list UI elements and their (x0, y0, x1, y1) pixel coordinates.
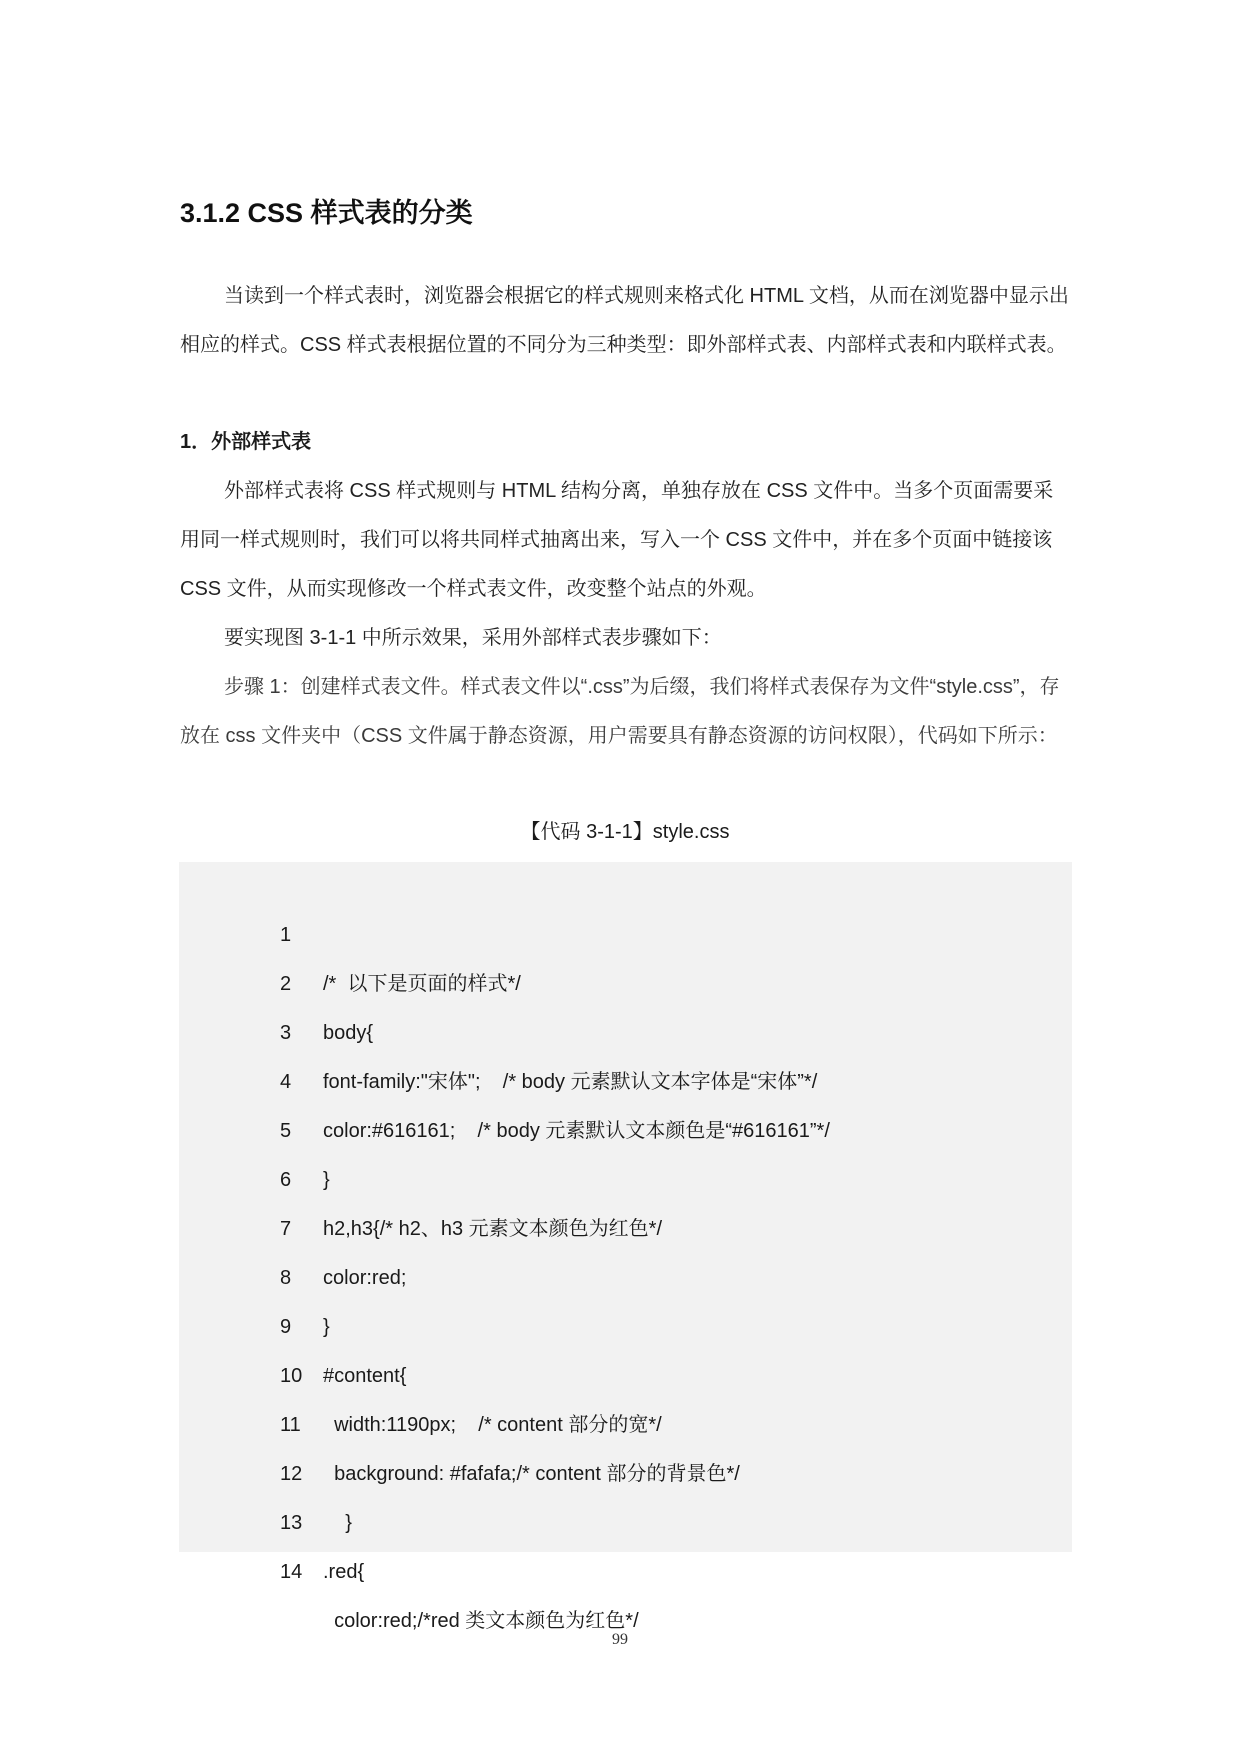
external-paragraph-block (180, 467, 1070, 614)
code-line-number: 11 (280, 1414, 301, 1436)
step-intro-block (180, 614, 1070, 663)
code-line-number: 2 (280, 973, 292, 995)
code-line-text: color:red; (323, 1267, 407, 1289)
step-intro-paragraph: 要实现图 3-1-1 中所示效果，采用外部样式表步骤如下： (224, 627, 722, 649)
external-stylesheet-heading: 1．外部样式表 (180, 431, 312, 453)
code-line-number: 8 (280, 1267, 292, 1289)
code-line-text: body{ (323, 1022, 374, 1044)
code-line-text: color:#616161; /* body 元素默认文本颜色是“#616161”*/ (323, 1120, 830, 1142)
code-line-text: background: #fafafa;/* content 部分的背景色*/ (323, 1463, 740, 1485)
code-line (179, 960, 1072, 1093)
code-line-number: 10 (280, 1365, 303, 1387)
code-line-number: 7 (280, 1218, 292, 1240)
code-line-text: color:red;/*red 类文本颜色为红色*/ (323, 1610, 639, 1632)
external-paragraph: 外部样式表将 CSS 样式规则与 HTML 结构分离，单独存放在 CSS 文件中。当多个页面需要采用同一样式规则时，我们可以将共同样式抽离出来，写入一个 CSS 文件中，并在多个页面中链接该 CSS 文件，从而实现修改一个样式表文件，改变整个站点的外观。 (180, 480, 1054, 600)
code-line-number: 1 (280, 924, 292, 946)
page-number: 99 (612, 1631, 628, 1648)
step1-block (180, 663, 1070, 761)
code-line-number: 6 (280, 1169, 292, 1191)
code-line-text: h2,h3{/* h2、h3 元素文本颜色为红色*/ (323, 1218, 663, 1240)
intro-paragraph-block (180, 272, 1070, 370)
code-line-text: } (323, 1316, 330, 1338)
code-line-text: width:1190px; /* content 部分的宽*/ (323, 1414, 662, 1436)
code-line-text: } (323, 1169, 330, 1191)
code-line-number: 9 (280, 1316, 292, 1338)
code-line (179, 1107, 1072, 1240)
code-line (179, 862, 1072, 995)
section-title: 3.1.2 CSS 样式表的分类 (180, 198, 473, 228)
code-line-text: .red{ (323, 1561, 365, 1583)
code-line-number: 5 (280, 1120, 292, 1142)
code-line (179, 1499, 1072, 1632)
intro-paragraph: 当读到一个样式表时，浏览器会根据它的样式规则来格式化 HTML 文档，从而在浏览器中显示出相应的样式。CSS 样式表根据位置的不同分为三种类型：即外部样式表、内部样式表和内联样式表。 (180, 285, 1069, 356)
code-line-text: font-family:"宋体"; /* body 元素默认文本字体是“宋体”*/ (323, 1071, 818, 1093)
code-line-text: /* 以下是页面的样式*/ (323, 973, 521, 995)
step1-paragraph: 步骤 1：创建样式表文件。样式表文件以“.css”为后缀，我们将样式表保存为文件“style.css”，存放在 css 文件夹中（CSS 文件属于静态资源，用户需要具有静态资源的访问权限），代码如下所示： (180, 676, 1060, 747)
code-listing (179, 862, 1072, 1632)
code-line (179, 1303, 1072, 1436)
code-line-text: #content{ (323, 1365, 407, 1387)
code-line-number: 4 (280, 1071, 292, 1093)
code-line-number: 12 (280, 1463, 303, 1485)
code-line-text: } (323, 1512, 352, 1534)
code-caption: 【代码 3-1-1】style.css (520, 821, 730, 843)
code-line-number: 13 (280, 1512, 303, 1534)
code-line-number: 14 (280, 1561, 303, 1583)
code-line-number: 3 (280, 1022, 292, 1044)
